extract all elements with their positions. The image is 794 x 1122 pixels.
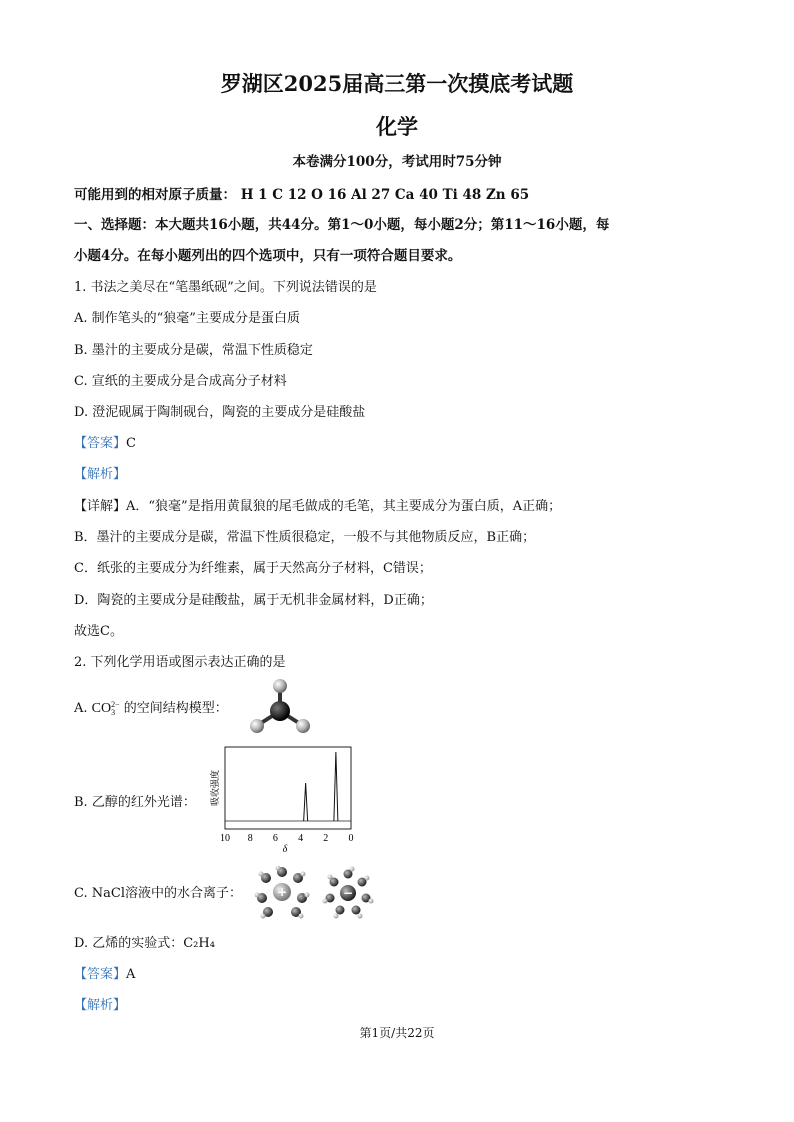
answer-tag: 【答案】 bbox=[74, 436, 127, 451]
question-1-analysis-tag: 【解析】 bbox=[74, 467, 127, 482]
question-2-analysis-tag: 【解析】 bbox=[74, 998, 127, 1013]
option-a-text: 的空间结构模型： bbox=[123, 701, 228, 716]
question-2-option-b: B. 乙醇的红外光谱： bbox=[74, 795, 196, 810]
spectrum-peaks bbox=[304, 752, 338, 821]
question-1-answer bbox=[74, 432, 136, 451]
exam-info: 本卷满分100分，考试用时75分钟 bbox=[292, 154, 502, 170]
atomic-masses: 可能用到的相对原子质量： H 1 C 12 O 16 Al 27 Ca 40 Ti 48 Zn 65 bbox=[74, 187, 530, 203]
x-tick-label: 4 bbox=[298, 833, 304, 844]
detail-text: A．“狼毫”是指用黄鼠狼的尾毛做成的毛笔，其主要成分为蛋白质，A正确； bbox=[126, 499, 562, 514]
x-tick-label: 6 bbox=[272, 833, 278, 844]
question-1-detail-b: B．墨汁的主要成分是碳，常温下性质很稳定，一般不与其他物质反应，B正确； bbox=[74, 530, 536, 545]
oxygen-atom bbox=[273, 679, 287, 693]
detail-tag: 【详解】 bbox=[74, 499, 127, 514]
x-tick-label: 2 bbox=[323, 833, 329, 844]
x-axis-label: δ bbox=[282, 844, 288, 855]
question-1-option-a: A. 制作笔头的“狼毫”主要成分是蛋白质 bbox=[74, 311, 300, 326]
question-1-option-c: C. 宣纸的主要成分是合成高分子材料 bbox=[74, 374, 287, 389]
question-1-option-b: B. 墨汁的主要成分是碳，常温下性质稳定 bbox=[74, 343, 313, 358]
answer-value: A bbox=[126, 967, 136, 982]
question-2-option-c: C. NaCl溶液中的水合离子： bbox=[74, 886, 242, 901]
x-tick-label: 10 bbox=[220, 833, 230, 844]
svg-text:−: − bbox=[342, 886, 354, 900]
hydrated-sodium-ion bbox=[255, 866, 310, 919]
oxygen-atom bbox=[250, 719, 264, 733]
x-tick-label: 0 bbox=[348, 833, 354, 844]
hydrated-chloride-ion bbox=[323, 867, 374, 919]
question-1-detail-d: D．陶瓷的主要成分是硅酸盐，属于无机非金属材料，D正确； bbox=[74, 593, 433, 608]
x-tick-label: 8 bbox=[247, 833, 253, 844]
question-2-answer bbox=[74, 963, 135, 982]
carbonate-ball-stick-model bbox=[244, 675, 320, 737]
page-number: 第1页/共22页 bbox=[359, 1026, 435, 1040]
hydrated-ions-illustration bbox=[252, 866, 376, 922]
spectrum-peak-2 bbox=[334, 752, 338, 821]
question-1-stem: 1. 书法之美尽在“笔墨纸砚”之间。下列说法错误的是 bbox=[74, 280, 377, 295]
section-instructions-line1: 一、选择题：本大题共16小题，共44分。第1～0小题，每小题2分；第11～16小题，每 bbox=[74, 217, 610, 233]
question-2-stem: 2. 下列化学用语或图示表达正确的是 bbox=[74, 655, 286, 670]
subject-title: 化学 bbox=[376, 114, 418, 139]
y-axis-label: 吸收强度 bbox=[211, 769, 221, 807]
spectrum-peak-1 bbox=[304, 783, 308, 821]
x-axis-ticks bbox=[220, 833, 354, 844]
section-instructions-line2: 小题4分。在每小题列出的四个选项中，只有一项符合题目要求。 bbox=[74, 248, 462, 264]
carbonate-formula: CO 2− 3 bbox=[91, 699, 120, 717]
document-title: 罗湖区2025届高三第一次摸底考试题 bbox=[220, 71, 574, 96]
answer-value: C bbox=[126, 436, 136, 451]
chart-frame bbox=[225, 747, 351, 829]
question-2-option-d: D. 乙烯的实验式：C₂H₄ bbox=[74, 936, 215, 951]
question-1-detail-c: C．纸张的主要成分为纤维素，属于天然高分子材料，C错误； bbox=[74, 561, 432, 576]
svg-text:+: + bbox=[276, 885, 288, 899]
question-2-option-a bbox=[74, 697, 228, 717]
answer-tag: 【答案】 bbox=[74, 967, 127, 982]
option-a-label: A. bbox=[74, 701, 88, 716]
ir-spectrum-chart bbox=[205, 744, 355, 856]
question-1-detail-a bbox=[74, 495, 561, 514]
carbon-atom bbox=[270, 701, 290, 721]
question-1-option-d: D. 澄泥砚属于陶制砚台，陶瓷的主要成分是硅酸盐 bbox=[74, 405, 366, 420]
question-1-conclusion: 故选C。 bbox=[74, 624, 123, 639]
oxygen-atom bbox=[296, 719, 310, 733]
